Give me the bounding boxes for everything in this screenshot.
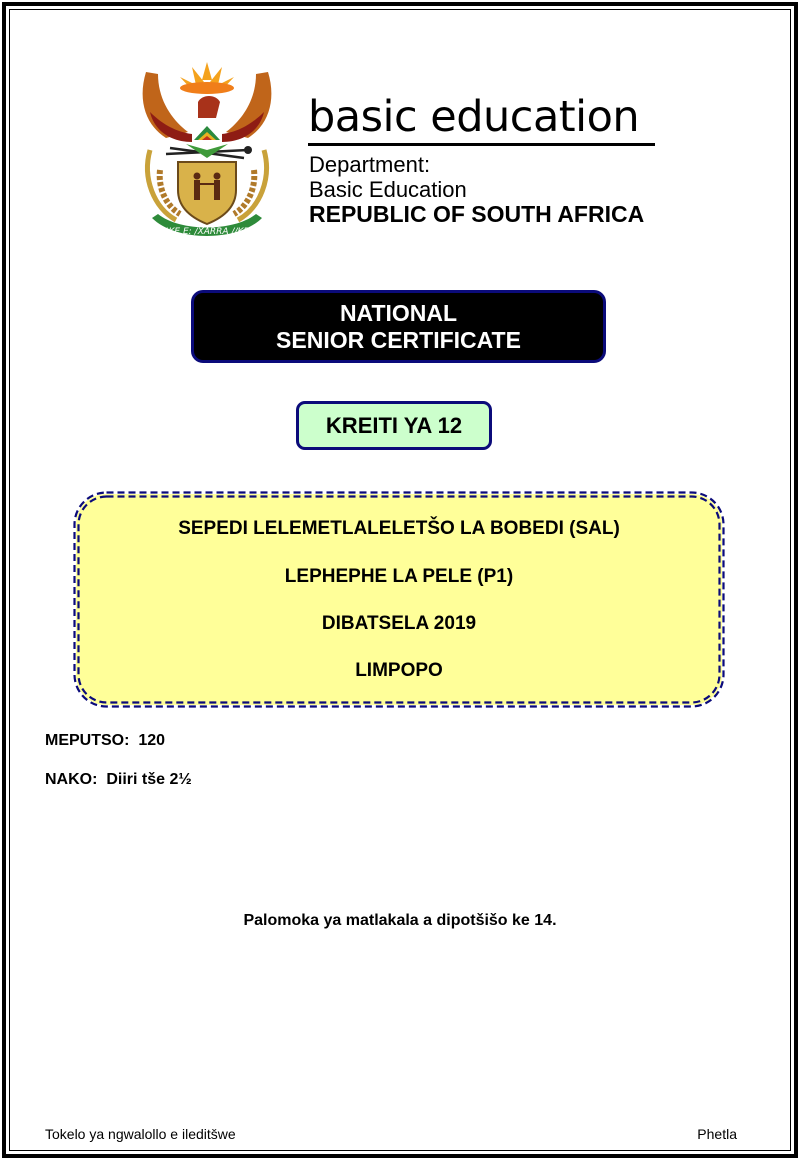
grade-badge: KREITI YA 12 <box>296 401 492 450</box>
time-label: NAKO: Diiri tše 2½ <box>45 771 192 788</box>
copyright-footer: Tokelo ya ngwalollo e ileditšwe <box>45 1126 236 1142</box>
department-block <box>309 152 644 227</box>
page-count-note: Palomoka ya matlakala a dipotšišo ke 14. <box>243 912 557 929</box>
brand-divider <box>308 143 655 146</box>
coat-of-arms-icon <box>136 58 278 244</box>
department-label: Department: <box>309 152 431 177</box>
paper-label: LEPHEPHE LA PELE (P1) <box>284 566 514 587</box>
province: LIMPOPO <box>355 660 443 681</box>
brand-title: basic education <box>308 92 640 142</box>
certificate-banner <box>191 290 606 363</box>
marks-label: MEPUTSO: 120 <box>45 732 166 749</box>
turn-over-footer: Phetla <box>697 1126 737 1142</box>
motto-text: !KE E: /XARRA //KE <box>164 227 250 237</box>
certificate-line-2: SENIOR CERTIFICATE <box>276 326 521 353</box>
subject-title: SEPEDI LELEMETLALELETŠO LA BOBEDI (SAL) <box>178 518 620 539</box>
exam-session: DIBATSELA 2019 <box>321 613 477 634</box>
department-name: Basic Education <box>309 177 467 202</box>
country-name: REPUBLIC OF SOUTH AFRICA <box>309 201 645 227</box>
brand-block <box>308 92 639 142</box>
certificate-line-1: NATIONAL <box>339 299 458 326</box>
subject-box <box>76 494 722 705</box>
